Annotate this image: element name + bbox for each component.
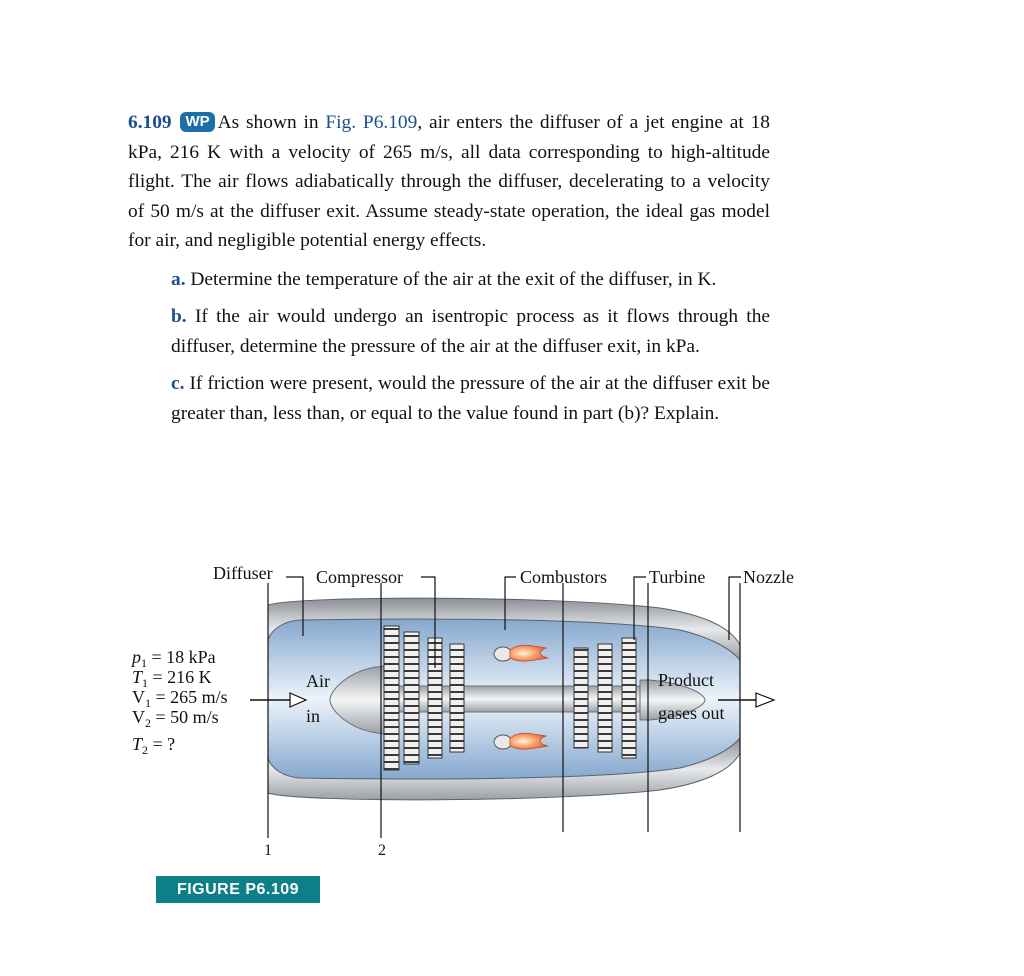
part-a-label: a. <box>171 268 186 290</box>
part-b-text: If the air would undergo an isentropic process as it flows through the diffuser, determine the pressure of the air at the diffuser exit, in kPa. <box>171 306 770 357</box>
diffuser-label: Diffuser <box>213 563 273 583</box>
turbine-blade-stage <box>574 648 588 748</box>
figure-caption: FIGURE P6.109 <box>156 876 320 903</box>
wp-badge: WP <box>180 112 214 132</box>
intro-post: , air enters the diffuser of a jet engine at 18 kPa, 216 K with a velocity of 265 m/s, all data corresponding to high-altitude flight. The air flows adiabatically through the diffuser, decelerating to a velocity of 50 m/s at the diffuser exit. Assume steady-state operation, the ideal gas model for air, and negligible potential energy effects. <box>128 112 770 251</box>
t1-condition: $T_1 = 216$ K <box>132 667 212 690</box>
compressor-label: Compressor <box>316 567 403 587</box>
turbine-blade-stage <box>622 638 636 758</box>
compressor-blade-stage <box>384 626 399 770</box>
combustors-label: Combustors <box>520 567 608 587</box>
turbine-label: Turbine <box>649 567 706 587</box>
nozzle-label: Nozzle <box>743 567 794 587</box>
v2-condition: $V_2 = 50$ m/s <box>132 707 219 730</box>
gases-out-arrow-icon <box>756 693 774 707</box>
product-label-line1: Product <box>658 670 714 690</box>
flame-icon <box>494 645 548 661</box>
p1-condition: $p_1 = 18$ kPa <box>132 647 216 670</box>
t2-condition: $T_2$ = ? <box>132 734 176 757</box>
flame-icon <box>494 733 548 749</box>
part-a-text: Determine the temperature of the air at the exit of the diffuser, in K. <box>190 268 717 290</box>
problem-number: 6.109 <box>128 112 172 133</box>
turbine-blade-stage <box>598 644 612 752</box>
part-b-label: b. <box>171 306 187 327</box>
part-c-text: If friction were present, would the pressure of the air at the diffuser exit be greater than, less than, or equal to the value found in part (b)? Explain. <box>171 373 770 424</box>
station-2-label: 2 <box>378 842 386 859</box>
turbine-blades <box>574 638 636 758</box>
nozzle-leader <box>729 577 741 640</box>
compressor-blade-stage <box>450 644 464 752</box>
part-c-label: c. <box>171 373 185 394</box>
air-in-label-line1: Air <box>306 671 330 691</box>
product-label-line2: gases out <box>658 703 725 723</box>
station-1-label: 1 <box>264 842 272 859</box>
intro-pre: As shown in <box>217 112 326 133</box>
figure-reference-link[interactable]: Fig. P6.109 <box>325 112 418 133</box>
air-in-label-line2: in <box>306 706 321 726</box>
compressor-blade-stage <box>404 632 419 764</box>
v1-condition: $V_1 = 265$ m/s <box>132 687 228 710</box>
